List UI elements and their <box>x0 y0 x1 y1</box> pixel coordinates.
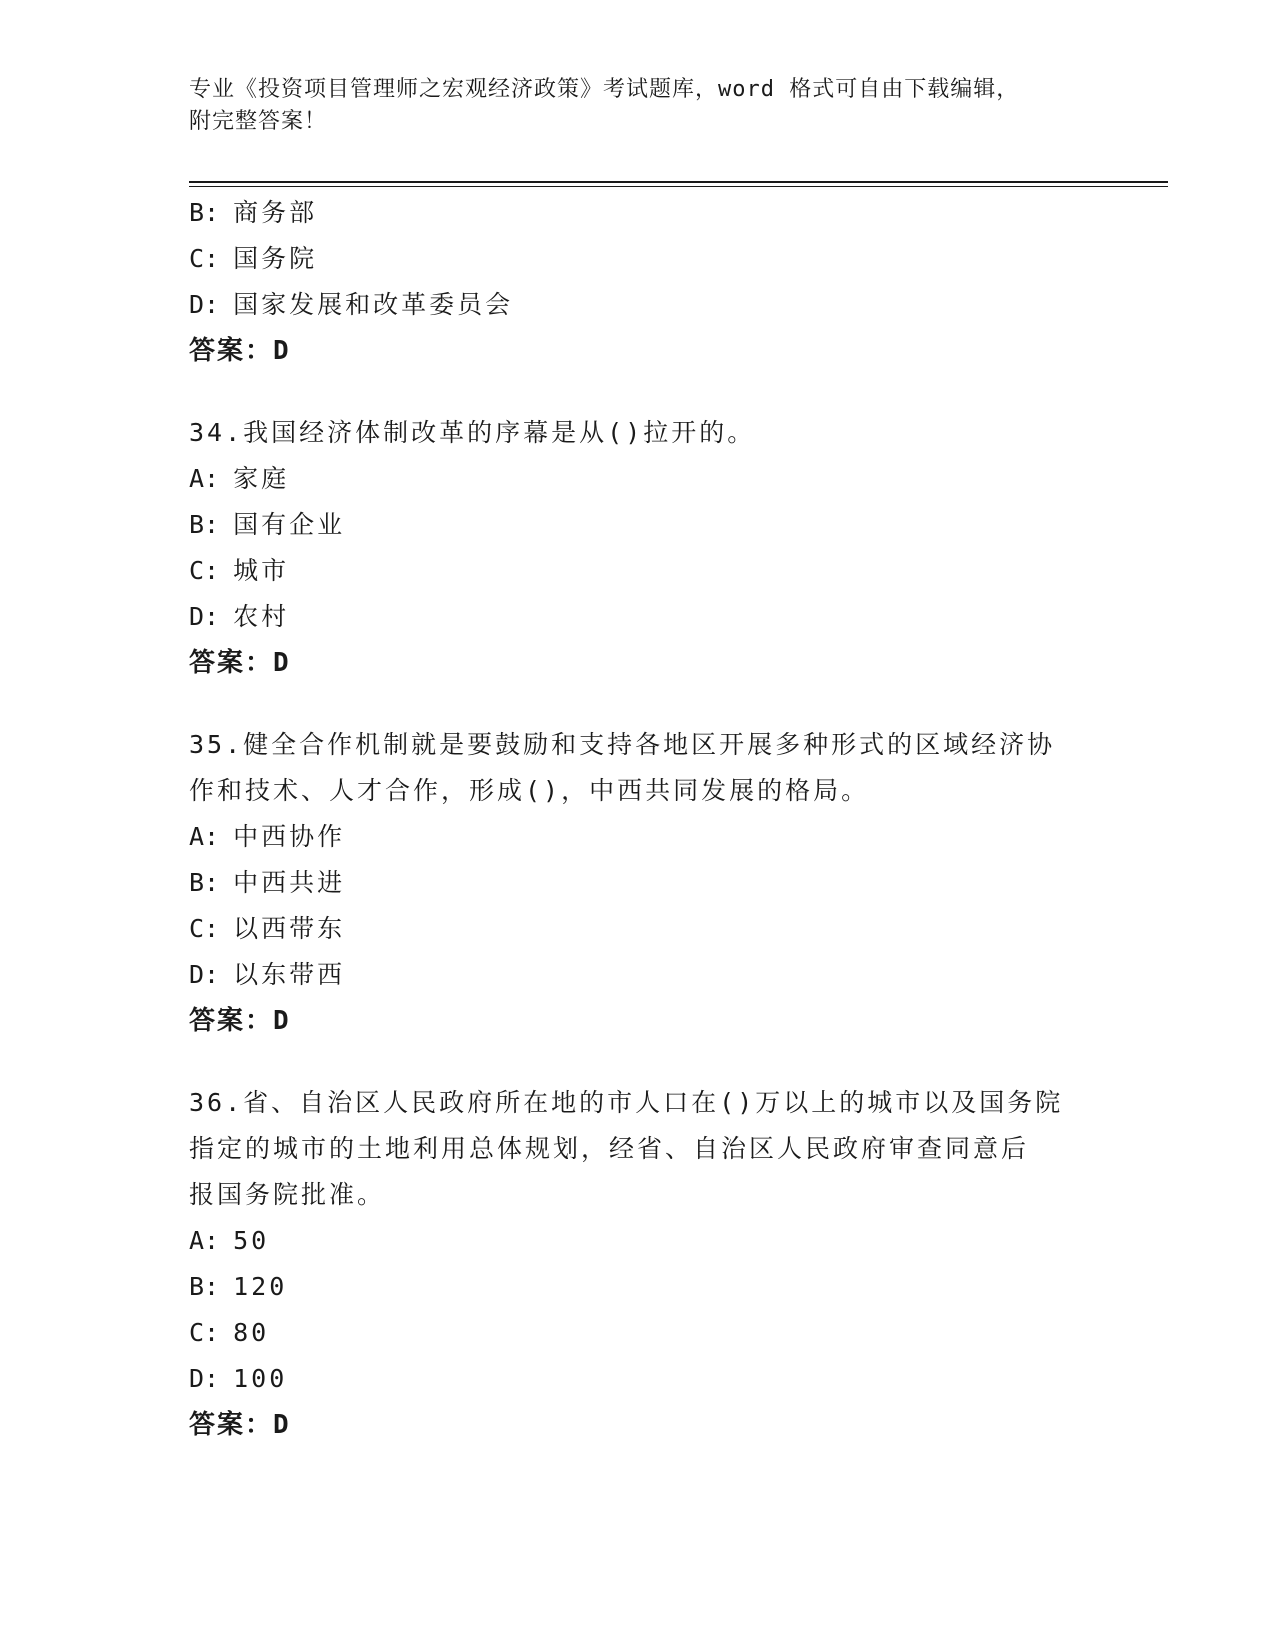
answer-line: 答案：D <box>189 336 291 366</box>
option-letter: D: <box>189 1364 220 1393</box>
option-letter: B: <box>189 868 220 897</box>
option-text: 120 <box>233 1272 288 1301</box>
option-text: 50 <box>233 1226 270 1255</box>
option-text: 国务院 <box>233 244 318 273</box>
option-text: 以西带东 <box>233 914 346 943</box>
header-divider-thin <box>189 186 1168 187</box>
question-stem-line-1: 36.省、自治区人民政府所在地的市人口在()万以上的城市以及国务院 <box>189 1088 1064 1117</box>
spacer <box>189 374 1089 410</box>
option-text: 以东带西 <box>233 960 346 989</box>
spacer <box>189 686 1089 722</box>
option-letter: C: <box>189 1318 220 1347</box>
option-text: 80 <box>233 1318 270 1347</box>
option-text: 家庭 <box>233 464 290 493</box>
question-stem-line-1: 35.健全合作机制就是要鼓励和支持各地区开展多种形式的区域经济协 <box>189 730 1056 759</box>
option-letter: C: <box>189 556 220 585</box>
option-letter: A: <box>189 822 220 851</box>
option-text: 商务部 <box>233 198 318 227</box>
option-b <box>189 860 1089 906</box>
question-stem-line-2: 作和技术、人才合作，形成()，中西共同发展的格局。 <box>189 776 870 805</box>
option-letter: B: <box>189 198 220 227</box>
answer-line: 答案：D <box>189 1006 291 1036</box>
option-text: 国有企业 <box>233 510 346 539</box>
answer-line: 答案：D <box>189 1410 291 1440</box>
spacer <box>189 1044 1089 1080</box>
question-stem: 34.我国经济体制改革的序幕是从()拉开的。 <box>189 418 756 447</box>
option-letter: B: <box>189 510 220 539</box>
option-letter: C: <box>189 914 220 943</box>
option-d <box>189 952 1089 998</box>
option-a <box>189 456 1089 502</box>
document-header <box>189 74 1089 138</box>
question-36 <box>189 1080 1089 1448</box>
option-letter: D: <box>189 290 220 319</box>
option-c <box>189 906 1089 952</box>
option-text: 城市 <box>233 556 290 585</box>
option-letter: D: <box>189 960 220 989</box>
option-d <box>189 1356 1089 1402</box>
question-35 <box>189 722 1089 1044</box>
header-line-2: 附完整答案！ <box>189 109 328 134</box>
option-d <box>189 282 1089 328</box>
option-a <box>189 814 1089 860</box>
question-list <box>189 190 1089 1448</box>
option-b <box>189 1264 1089 1310</box>
option-letter: B: <box>189 1272 220 1301</box>
option-letter: A: <box>189 1226 220 1255</box>
option-c <box>189 548 1089 594</box>
option-letter: D: <box>189 602 220 631</box>
option-d <box>189 594 1089 640</box>
option-c <box>189 236 1089 282</box>
header-divider-thick <box>189 181 1168 183</box>
header-line-1: 专业《投资项目管理师之宏观经济政策》考试题库，word 格式可自由下载编辑， <box>189 77 1020 102</box>
option-text: 中西共进 <box>233 868 346 897</box>
option-b <box>189 502 1089 548</box>
question-stem-line-2: 指定的城市的土地利用总体规划，经省、自治区人民政府审查同意后 <box>189 1134 1030 1163</box>
option-b <box>189 190 1089 236</box>
option-text: 中西协作 <box>233 822 346 851</box>
answer-line: 答案：D <box>189 648 291 678</box>
option-text: 国家发展和改革委员会 <box>233 290 514 319</box>
option-text: 100 <box>233 1364 288 1393</box>
question-33 <box>189 190 1089 374</box>
question-34 <box>189 410 1089 686</box>
option-letter: C: <box>189 244 220 273</box>
option-c <box>189 1310 1089 1356</box>
option-letter: A: <box>189 464 220 493</box>
option-a <box>189 1218 1089 1264</box>
option-text: 农村 <box>233 602 290 631</box>
question-stem-line-3: 报国务院批准。 <box>189 1180 386 1209</box>
